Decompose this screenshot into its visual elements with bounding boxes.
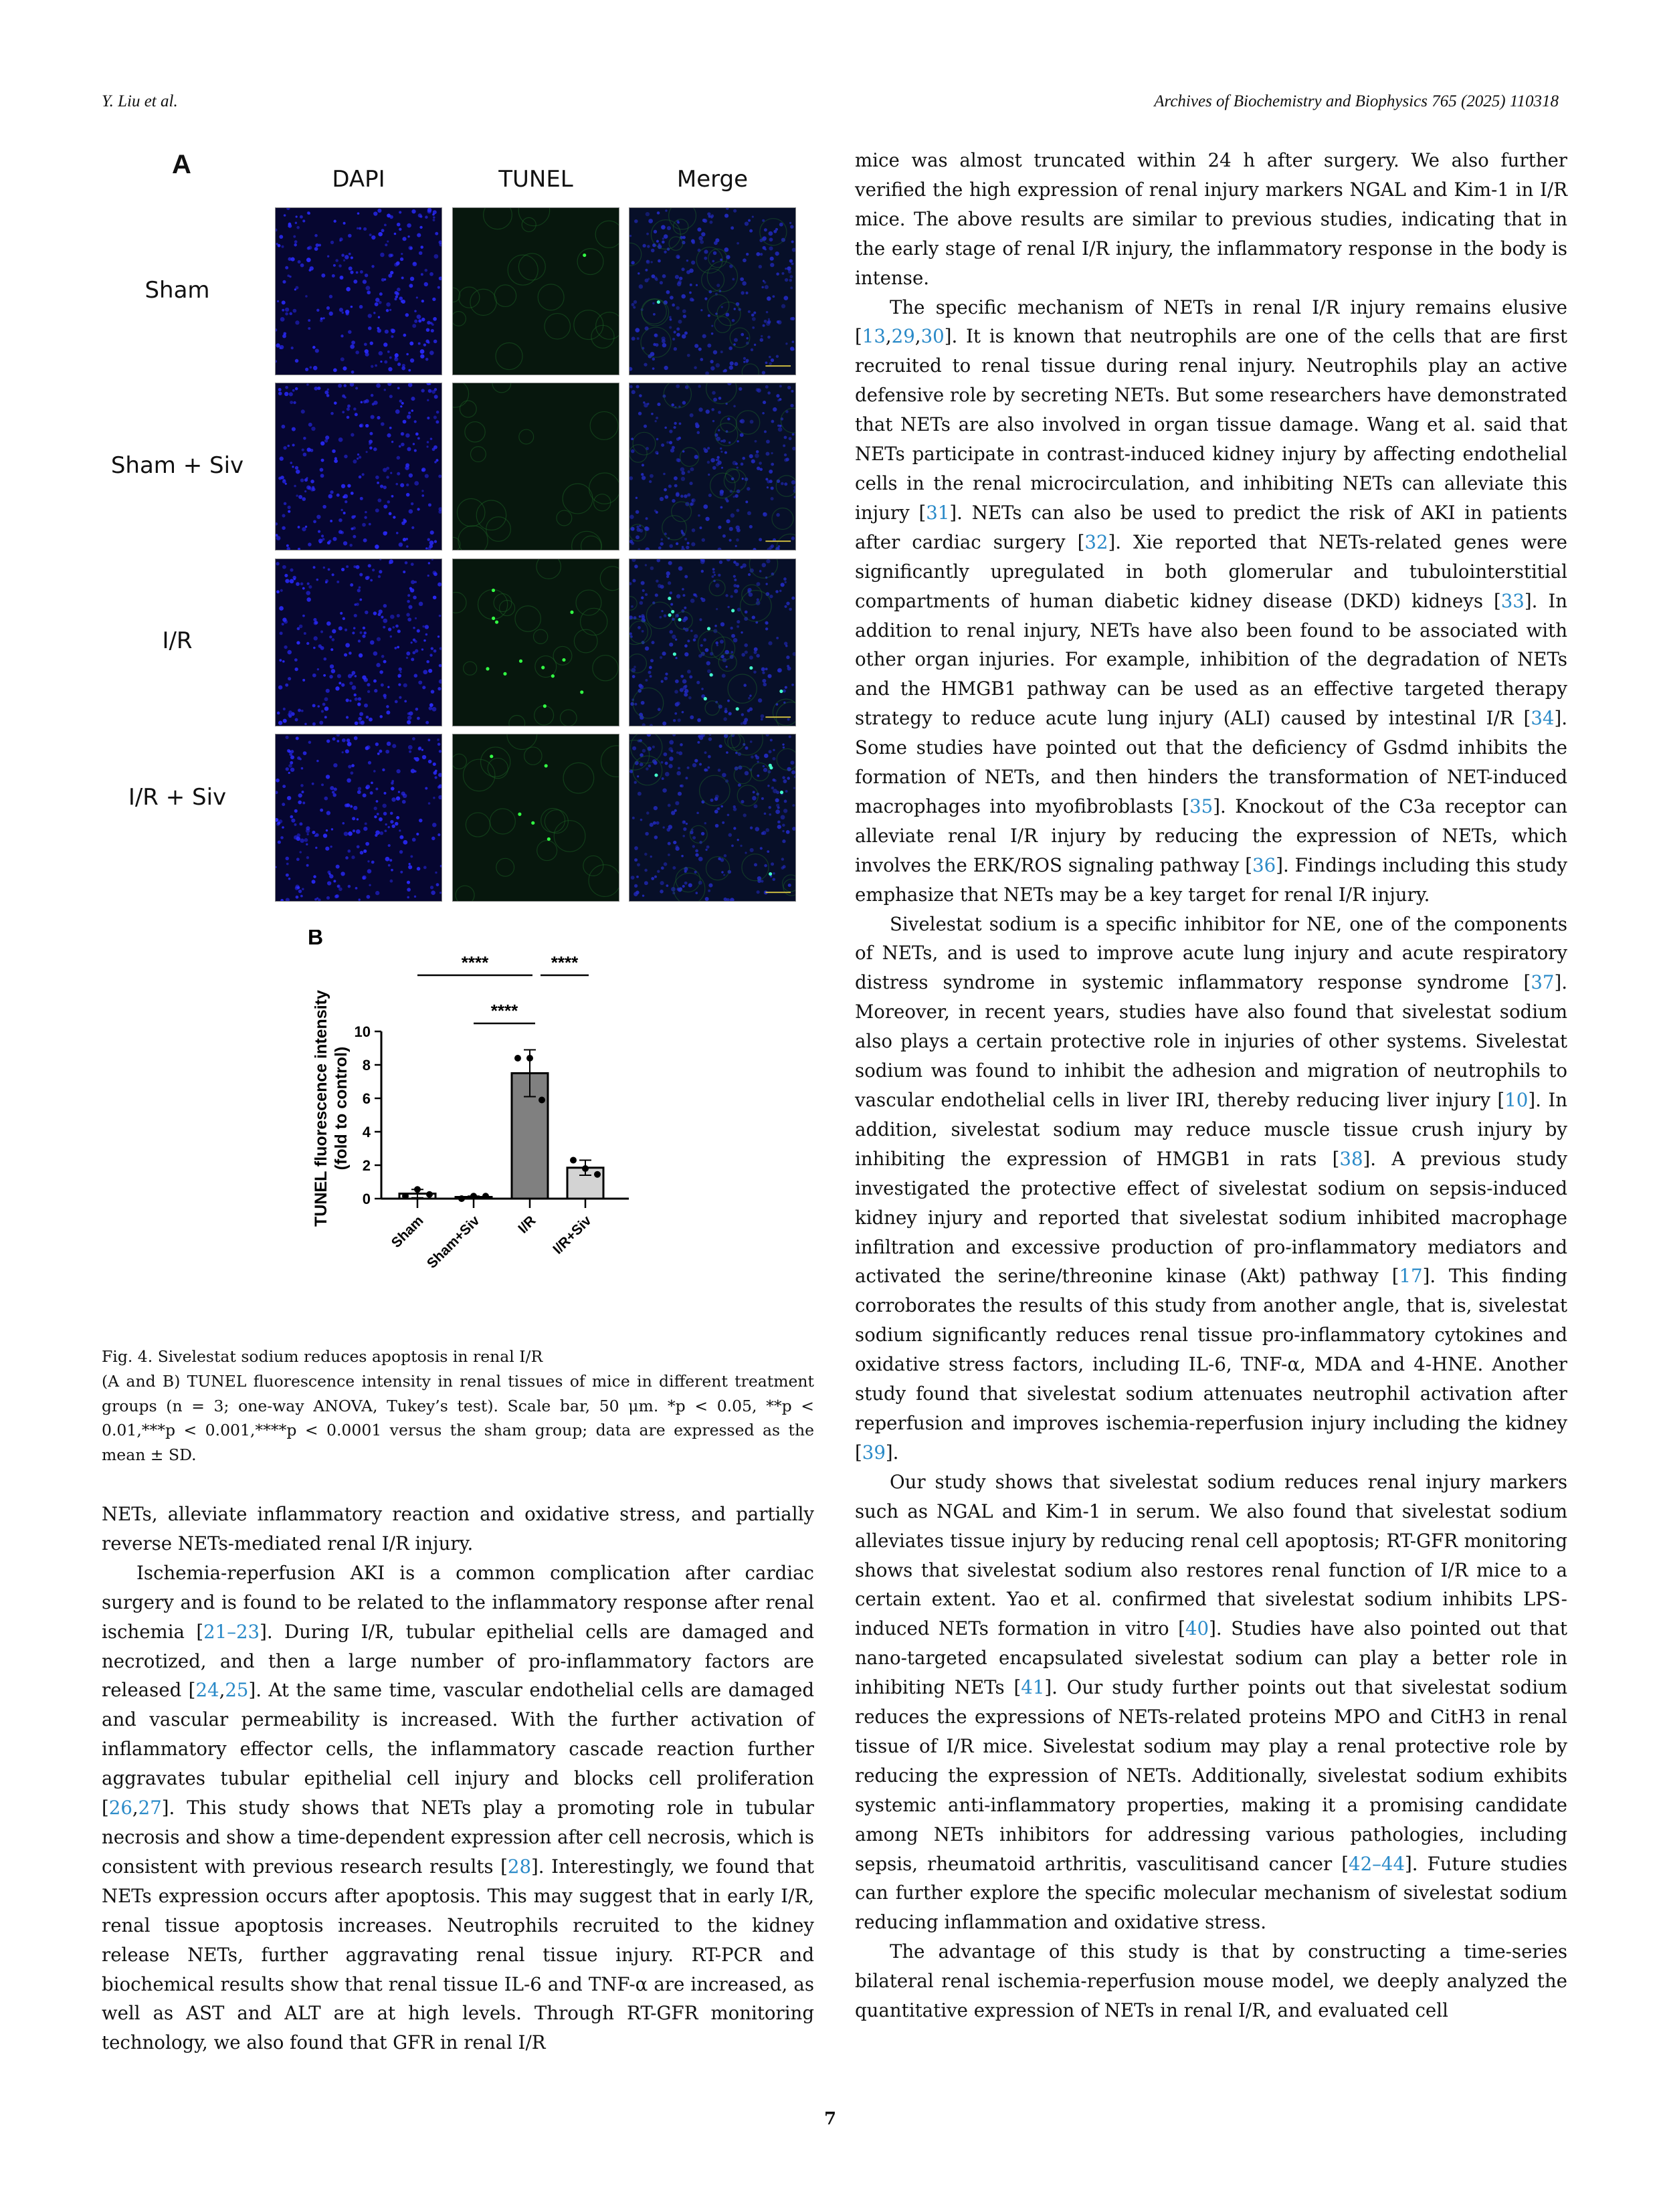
micrograph-i-r-merge [629,559,796,726]
page-number: 7 [824,2109,837,2129]
y-tick-label: 4 [362,1124,371,1140]
paragraph: NETs, alleviate inflammatory reaction and oxidative stress, and partially reverse NETs-mediated renal I/R injury. [102,1503,814,1554]
row-label-sham: Sham [144,277,210,304]
row-label-sham-siv: Sham + Siv [110,452,244,479]
panel-b-letter: B [308,930,324,949]
citation-link[interactable]: 17 [1399,1265,1423,1288]
column-header-merge: Merge [676,166,749,193]
citation-link[interactable]: 33 [1500,589,1525,612]
micrograph-sham-dapi [275,207,442,375]
data-point [402,1193,409,1199]
citation-link[interactable]: 39 [862,1441,886,1464]
citation-link[interactable]: 32 [1084,530,1108,553]
citation-link[interactable]: 30 [920,325,945,348]
data-point [470,1193,477,1199]
citation-link[interactable]: 42–44 [1349,1852,1405,1875]
citation-link[interactable]: 41 [1021,1676,1045,1699]
bar-chart-svg [281,930,696,1304]
left-column-text [102,1500,814,2057]
micrograph-sham-tunel [452,207,619,375]
y-tick-label: 0 [362,1191,371,1207]
data-point [582,1165,589,1172]
citation-link[interactable]: 26 [108,1797,132,1819]
column-header-dapi: DAPI [332,166,385,193]
citation-link[interactable]: 40 [1185,1617,1209,1640]
paragraph: The advantage of this study is that by constructing a time-series bilateral renal ischemia-reperfusion mouse model, we deeply analyzed the quantitative expression of NETs in renal I/R, and evaluated cell [855,1940,1567,2022]
figure-caption [102,1344,814,1468]
paragraph: The specific mechanism of NETs in renal I/R injury remains elusive [13,29,30]. It is known that neutrophils are one of the cells that are first recruited to renal tissue during renal injury. Neutrophils play an active defensive role by secreting NETs. But some researchers have demonstrated that NETs are also involved in organ tissue damage. Wang et al. said that NETs participate in contrast-induced kidney injury by affecting endothelial cells in the renal microcirculation, and inhibiting NETs can alleviate this injury [31]. NETs can also be used to predict the risk of AKI in patients after cardiac surgery [32]. Xie reported that NETs-related genes were significantly upregulated in both glomerular and tubulointerstitial compartments of human diabetic kidney disease (DKD) kidneys [33]. In addition to renal injury, NETs have also been found to be associated with other organ injuries. For example, inhibition of the degradation of NETs and the HMGB1 pathway can be used as an effective targeted therapy strategy to reduce acute lung injury (ALI) caused by intestinal I/R [34]. Some studies have pointed out that the deficiency of Gsdmd inhibits the formation of NETs, and then hinders the transformation of NET-induced macrophages into myofibroblasts [35]. Knockout of the C3a receptor can alleviate renal I/R injury by reducing the expression of NETs, which involves the ERK/ROS signaling pathway [36]. Findings including this study emphasize that NETs may be a key target for renal I/R injury. [855,296,1568,906]
x-tick-label: I/R+Siv [550,1213,595,1258]
micrograph-sham-siv-merge [629,383,796,550]
row-label-ir-siv: I/R + Siv [128,784,227,811]
paragraph: Sivelestat sodium is a specific inhibitor for NE, one of the components of NETs, and is used to improve acute lung injury and acute respiratory distress syndrome in systemic inflammatory response syndrome [37]. Moreover, in recent years, studies have also found that sivelestat sodium also plays a certain protective role in injuries of other systems. Sivelestat sodium was found to inhibit the adhesion and migration of neutrophils to vascular endothelial cells in liver IRI, thereby reducing liver injury [10]. In addition, sivelestat sodium may reduce muscle tissue crush injury by inhibiting the expression of HMGB1 in rats [38]. A previous study investigated the protective effect of sivelestat sodium on sepsis-induced kidney injury and reported that sivelestat sodium inhibited macrophage infiltration and excessive production of pro-inflammatory mediators and activated the serine/threonine kinase (Akt) pathway [17]. This finding corroborates the results of this study from another angle, that is, sivelestat sodium significantly reduces renal tissue pro-inflammatory cytokines and oxidative stress factors, including IL-6, TNF-α, MDA and 4-HNE. Another study found that sivelestat sodium attenuates neutrophil activation after reperfusion and improves ischemia-reperfusion injury including the kidney [39]. [855,912,1568,1464]
data-point [482,1193,489,1199]
y-axis-label: TUNEL fluorescence intensity [312,990,330,1227]
x-tick-label: Sham [388,1213,427,1251]
citation-link[interactable]: 25 [225,1679,249,1702]
micrograph-sham-siv-dapi [275,383,442,550]
data-point [526,1055,533,1062]
significance-label: **** [490,1001,518,1021]
y-axis-label-units: (fold to control) [332,1046,351,1171]
micrograph-i-r-siv-dapi [275,734,442,902]
significance-label: **** [551,952,579,973]
y-tick-label: 2 [362,1157,371,1174]
citation-link[interactable]: 29 [891,325,915,348]
right-column-text [855,146,1567,2025]
column-header-tunel: TUNEL [498,166,573,193]
citation-link[interactable]: 27 [138,1797,162,1819]
citation-link[interactable]: 34 [1531,707,1555,730]
data-point [514,1055,521,1062]
data-point [570,1157,577,1164]
x-tick-label: Sham+Siv [423,1213,483,1272]
caption-body: (A and B) TUNEL fluorescence intensity in renal tissues of mice in different treatment groups (n = 3; one-way ANOVA, Tukey’s test). Scale bar, 50 μm. *p < 0.05, **p < 0.01,***p < 0.001,****p < 0.0001 versus the sham group; data are expressed as the mean ± SD. [102,1371,814,1465]
significance-label: **** [461,952,489,973]
citation-link[interactable]: 28 [507,1855,532,1878]
running-head-journal: Archives of Biochemistry and Biophysics 765 (2025) 110318 [1154,92,1559,110]
citation-link[interactable]: 24 [195,1679,219,1702]
data-point [458,1195,465,1202]
x-tick-label: I/R [515,1213,539,1237]
y-tick-label: 6 [362,1090,371,1107]
citation-link[interactable]: 37 [1531,971,1555,994]
y-tick-label: 10 [354,1023,371,1040]
data-point [426,1191,433,1198]
citation-link[interactable]: 35 [1189,795,1213,817]
paragraph: Our study shows that sivelestat sodium reduces renal injury markers such as NGAL and Kim-1 in serum. We also found that sivelestat sodium alleviates tissue injury by reducing renal cell apoptosis; RT-GFR monitoring shows that sivelestat sodium also restores renal function of I/R mice to a certain extent. Yao et al. confirmed that sivelestat sodium inhibits LPS-induced NETs formation in vitro [40]. Studies have also pointed out that nano-targeted encapsulated sivelestat sodium can play a better role in inhibiting NETs [41]. Our study further points out that sivelestat sodium reduces the expressions of NETs-related proteins MPO and CitH3 in renal tissue of I/R mice. Sivelestat sodium may play a renal protective role by reducing the expression of NETs. Additionally, sivelestat sodium exhibits systemic anti-inflammatory properties, making it a promising candidate among NETs inhibitors for addressing various pathologies, including sepsis, rheumatoid arthritis, vasculitisand cancer [42–44]. Future studies can further explore the specific molecular mechanism of sivelestat sodium reducing inflammation and oxidative stress. [855,1470,1567,1934]
micrograph-sham-merge [629,207,796,375]
micrograph-i-r-siv-tunel [452,734,619,902]
data-point [539,1097,545,1104]
citation-link[interactable]: 10 [1504,1089,1529,1111]
citation-link[interactable]: 38 [1339,1147,1363,1170]
y-tick-label: 8 [362,1057,371,1074]
tunel-bar-chart [281,930,696,1304]
paragraph: Ischemia-reperfusion AKI is a common complication after cardiac surgery and is found to be related to the inflammatory response after renal ischemia [21–23]. During I/R, tubular epithelial cells are damaged and necrotized, and then a large number of pro-inflammatory factors are released [24,25]. At the same time, vascular endothelial cells are damaged and vascular permeability is increased. With the further activation of inflammatory effector cells, the inflammatory cascade reaction further aggravates tubular epithelial cell injury and blocks cell proliferation [26,27]. This study shows that NETs play a promoting role in tubular necrosis and show a time-dependent expression after cell necrosis, which is consistent with previous research results [28]. Interestingly, we found that NETs expression occurs after apoptosis. This may suggest that in early I/R, renal tissue apoptosis increases. Neutrophils recruited to the kidney release NETs, further aggravating renal tissue injury. RT-PCR and biochemical results show that renal tissue IL-6 and TNF-α are increased, as well as AST and ALT are at high levels. Through RT-GFR monitoring technology, we also found that GFR in renal I/R [102,1561,814,2054]
data-point [414,1186,421,1193]
micrograph-i-r-siv-merge [629,734,796,902]
micrograph-i-r-tunel [452,559,619,726]
citation-link[interactable]: 31 [926,501,950,524]
paragraph: mice was almost truncated within 24 h after surgery. We also further verified the high expression of renal injury markers NGAL and Kim-1 in I/R mice. The above results are similar to previous studies, indicating that in the early stage of renal I/R injury, the inflammatory response in the body is intense. [855,149,1567,289]
citation-link[interactable]: 36 [1252,853,1276,876]
row-label-ir: I/R [162,627,193,654]
citation-link[interactable]: 13 [862,325,886,348]
running-head-authors: Y. Liu et al. [102,92,178,110]
micrograph-sham-siv-tunel [452,383,619,550]
micrograph-i-r-dapi [275,559,442,726]
data-point [594,1171,601,1178]
citation-link[interactable]: 21–23 [203,1620,260,1643]
caption-title: Fig. 4. Sivelestat sodium reduces apoptosis in renal I/R [102,1347,543,1366]
panel-a-letter: A [172,150,191,179]
